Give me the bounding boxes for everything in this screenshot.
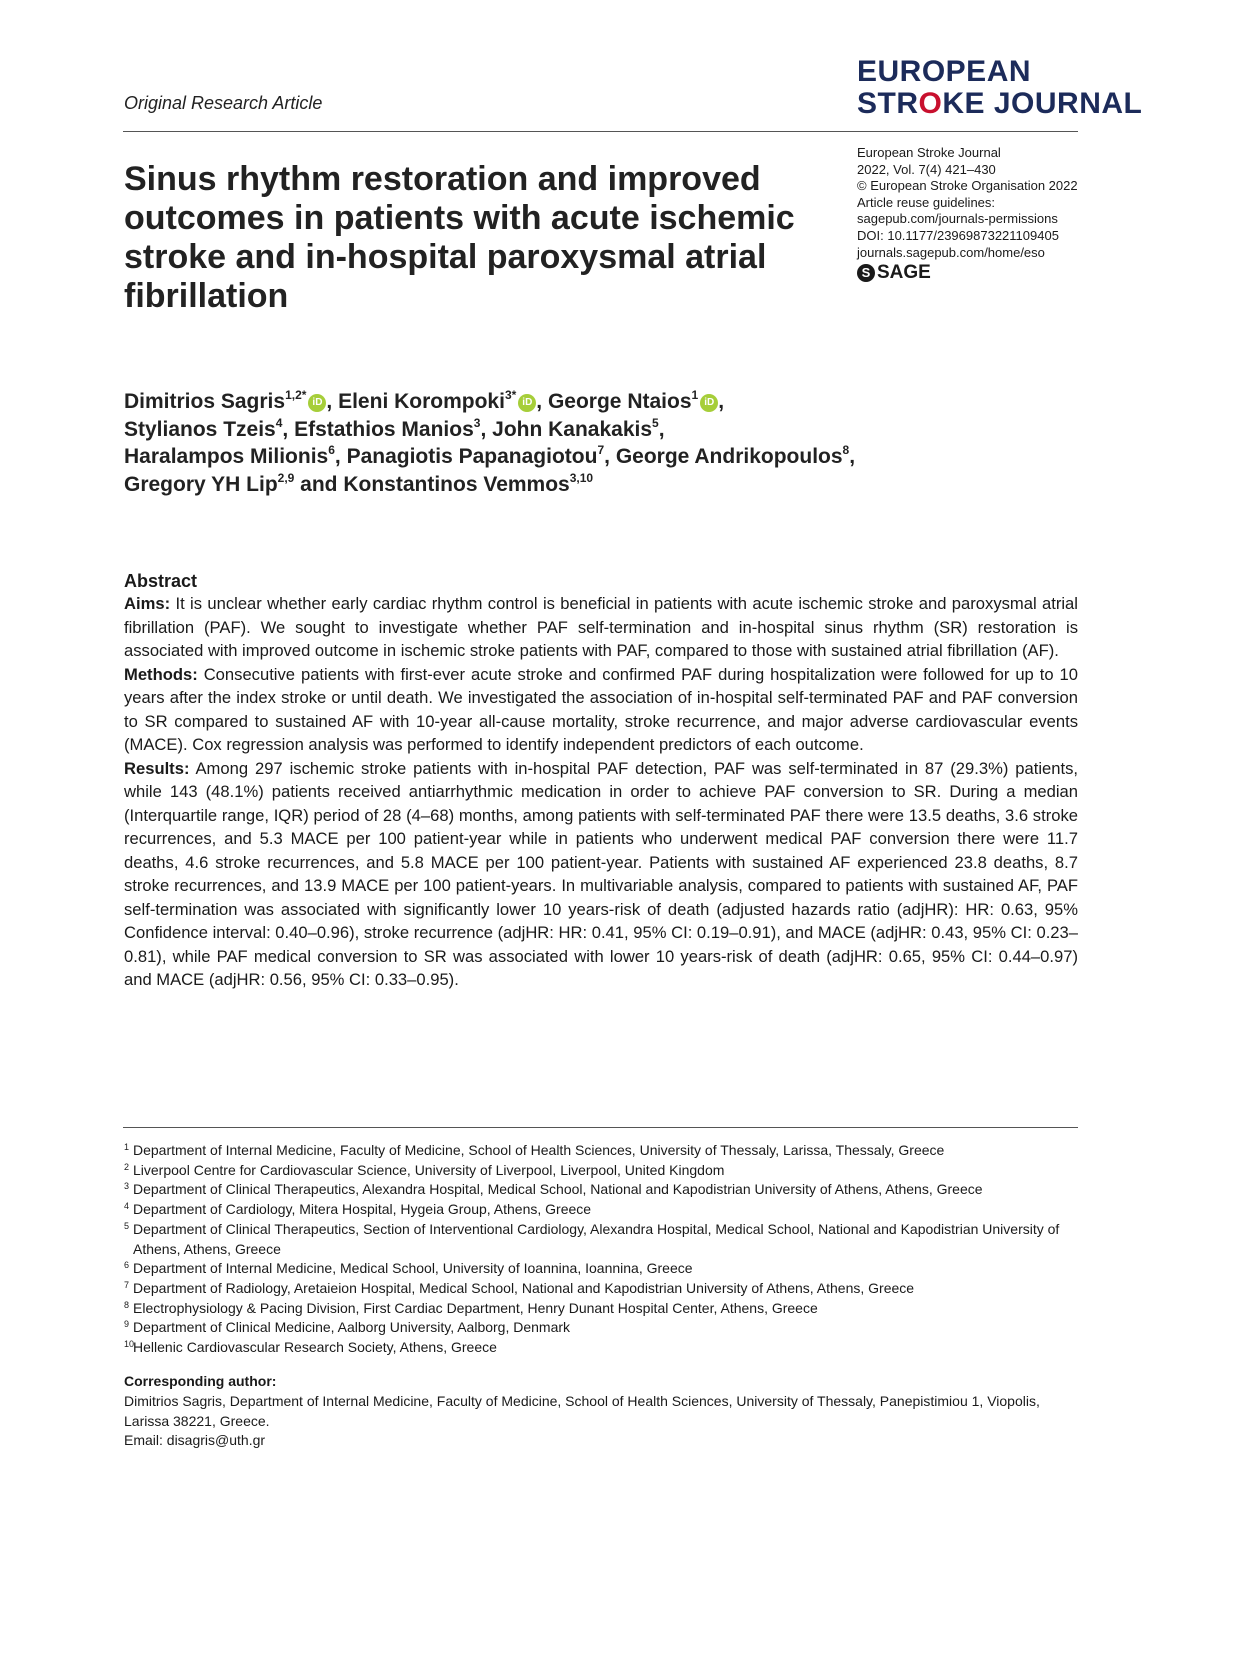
affiliation-text: Liverpool Centre for Cardiovascular Science, University of Liverpool, Liverpool, United Kingdom <box>133 1161 725 1178</box>
affiliation-item <box>124 1200 1084 1220</box>
affiliation-number: 4 <box>124 1201 130 1212</box>
author-name: Gregory YH Lip <box>124 472 278 496</box>
author-separator: , <box>536 390 548 413</box>
affiliation-item <box>124 1259 1084 1279</box>
affiliation-item <box>124 1299 1084 1319</box>
affiliation-number: 8 <box>124 1299 130 1310</box>
affiliation-text: Department of Internal Medicine, Medical School, University of Ioannina, Ioannina, Greece <box>133 1260 693 1277</box>
affiliation-item <box>124 1141 1084 1161</box>
sage-logo <box>857 261 1078 283</box>
author-affiliation-ref: 3* <box>504 388 517 402</box>
affiliation-item <box>124 1161 1084 1181</box>
abstract-heading: Abstract <box>124 571 198 591</box>
orcid-icon[interactable]: iD <box>308 394 326 412</box>
affiliations-list <box>124 1141 1084 1358</box>
reuse-guidelines: Article reuse guidelines: <box>857 194 996 210</box>
affiliation-text: Department of Cardiology, Mitera Hospital, Hygeia Group, Athens, Greece <box>133 1201 592 1218</box>
doi[interactable]: DOI: 10.1177/23969873221109405 <box>857 227 1059 243</box>
affiliation-text: Hellenic Cardiovascular Research Society, Athens, Greece <box>133 1339 497 1356</box>
orcid-icon[interactable]: iD <box>700 394 718 412</box>
journal-name: European Stroke Journal <box>857 145 1001 160</box>
author-name: Panagiotis Papanagiotou <box>346 445 598 468</box>
journal-volume: 2022, Vol. 7(4) 421–430 <box>857 161 996 177</box>
abstract <box>124 570 1078 992</box>
abstract-methods: Methods: Consecutive patients with first-ever acute stroke and confirmed PAF during hospitalization were followed for up to 10 years after the index stroke or until death. We investigated the association of in-hospital self-terminated PAF and PAF conversion to SR compared to sustained AF with 10-year all-cause mortality, stroke recurrence, and major adverse cardiovascular events (MACE). Cox regression analysis was performed to identify independent predictors of each outcome. <box>124 664 1078 754</box>
affiliation-number: 2 <box>124 1161 130 1172</box>
corresponding-email[interactable]: Email: disagris@uth.gr <box>124 1432 266 1449</box>
author-affiliation-ref: 3 <box>473 415 481 430</box>
author-name: John Kanakakis <box>492 417 653 441</box>
affiliation-number: 10 <box>124 1339 135 1350</box>
reuse-link[interactable]: sagepub.com/journals-permissions <box>857 211 1058 227</box>
author-affiliation-ref: 1 <box>691 388 699 402</box>
author-separator: and <box>294 472 344 496</box>
author-affiliation-ref: 6 <box>328 443 335 457</box>
affiliation-text: Department of Clinical Medicine, Aalborg University, Aalborg, Denmark <box>133 1319 571 1336</box>
author-name: Konstantinos Vemmos <box>343 472 570 496</box>
affiliation-number: 7 <box>124 1279 130 1290</box>
affiliation-item <box>124 1279 1084 1299</box>
affiliation-number: 9 <box>124 1319 130 1330</box>
orcid-icon[interactable]: iD <box>518 394 536 412</box>
abstract-aims: Aims: It is unclear whether early cardiac rhythm control is beneficial in patients with acute ischemic stroke and paroxysmal atrial fibrillation (PAF). We sought to investigate whether PAF self-termination and in-hospital sinus rhythm (SR) restoration is associated with improved outcome in ischemic stroke patients with PAF, compared to those with sustained atrial fibrillation (AF). <box>124 594 1078 660</box>
affiliation-text: Department of Clinical Therapeutics, Alexandra Hospital, Medical School, National and Kapodistrian University of Athens, Athens, Greece <box>133 1181 983 1198</box>
article-title: Sinus rhythm restoration and improved outcomes in patients with acute ischemic stroke and in-hospital paroxysmal atrial fibrillation <box>124 160 795 315</box>
journal-info <box>857 145 1078 282</box>
affiliation-text: Department of Radiology, Aretaieion Hospital, Medical School, National and Kapodistrian University of Athens, Athens, Greece <box>133 1279 915 1296</box>
corresponding-heading: Corresponding author: <box>124 1373 277 1389</box>
author-affiliation-ref: 8 <box>842 443 850 457</box>
affiliation-item <box>124 1220 1084 1259</box>
author-name: Efstathios Manios <box>294 417 474 441</box>
affiliation-item <box>124 1338 1084 1358</box>
author-affiliation-ref: 4 <box>275 415 283 430</box>
corresponding-author <box>124 1372 1084 1451</box>
affiliation-text: Electrophysiology & Pacing Division, First Cardiac Department, Henry Dunant Hospital Center, Athens, Greece <box>133 1299 818 1316</box>
author-name: George Andrikopoulos <box>615 445 843 468</box>
author-separator: , <box>334 445 347 468</box>
affiliation-number: 1 <box>124 1142 130 1152</box>
journal-logo <box>857 56 1142 120</box>
article-type: Original Research Article <box>124 93 323 113</box>
author-affiliation-ref: 3,10 <box>569 470 594 485</box>
affiliation-number: 3 <box>124 1181 130 1192</box>
author-affiliation-ref: 1,2* <box>285 388 307 402</box>
author-name: Haralampos Milionis <box>124 445 329 468</box>
journal-home-link[interactable]: journals.sagepub.com/home/eso <box>857 244 1045 260</box>
header-divider <box>123 131 1078 132</box>
author-separator: , <box>282 417 295 441</box>
author-name: Eleni Korompoki <box>338 390 505 413</box>
corresponding-address: Dimitrios Sagris, Department of Internal Medicine, Faculty of Medicine, School of Health Sciences, University of Thessaly, Panepistimiou 1, Viopolis, Larissa 38221, Greece. <box>124 1392 1040 1429</box>
author-separator: , <box>849 445 856 468</box>
affiliation-text: Department of Clinical Therapeutics, Section of Interventional Cardiology, Alexandra Hospital, Medical School, National and Kapodistrian University of Athens, Athens, Greece <box>133 1220 1060 1257</box>
author-name: George Ntaios <box>547 390 692 413</box>
author-affiliation-ref: 5 <box>652 415 659 430</box>
author-affiliation-ref: 2,9 <box>277 470 295 485</box>
journal-logo-line1: EUROPEAN <box>857 55 1032 88</box>
sage-s-icon: S <box>857 264 875 282</box>
copyright: © European Stroke Organisation 2022 <box>857 178 1078 194</box>
stroke-o-mark: O <box>918 87 943 120</box>
abstract-results: Results: Among 297 ischemic stroke patients with in-hospital PAF detection, PAF was self-terminated in 87 (29.3%) patients, while 143 (48.1%) patients received antiarrhythmic medication in order to achieve PAF conversion to SR. During a median (Interquartile range, IQR) period of 28 (4–68) months, among patients with self-terminated PAF there were 13.5 deaths, 3.6 stroke recurrences, and 5.3 MACE per 100 patient-year while in patients who underwent medical PAF conversion there were 11.7 deaths, 4.6 stroke recurrences, and 5.8 MACE per 100 patient-year. Patients with sustained AF experienced 23.8 deaths, 8.7 stroke recurrences, and 13.9 MACE per 100 patient-years. In multivariable analysis, compared to patients with sustained AF, PAF self-termination was associated with significantly lower 10 years-risk of death (adjusted hazards ratio (adjHR): HR: 0.63, 95% Confidence interval: 0.40–0.96), stroke recurrence (adjHR: HR: 0.41, 95% CI: 0.19–0.91), and MACE (adjHR: 0.43, 95% CI: 0.23–0.81), while PAF medical conversion to SR was associated with lower 10 years-risk of death (adjHR: 0.65, 95% CI: 0.44–0.97) and MACE (adjHR: 0.56, 95% CI: 0.33–0.95). <box>124 758 1078 989</box>
sage-wordmark: SAGE <box>877 261 931 283</box>
affiliation-number: 5 <box>124 1220 130 1231</box>
author-name: Dimitrios Sagris <box>124 390 286 413</box>
author-separator: , <box>658 417 665 441</box>
author-separator: , <box>480 417 493 441</box>
author-separator: , <box>326 390 339 413</box>
author-list <box>124 388 1084 498</box>
journal-logo-line2: STROKE JOURNAL <box>857 87 1143 120</box>
affiliations-divider <box>123 1127 1078 1128</box>
affiliation-item <box>124 1318 1084 1338</box>
author-separator: , <box>604 445 616 468</box>
author-name: Stylianos Tzeis <box>124 417 276 441</box>
affiliation-item <box>124 1180 1084 1200</box>
affiliation-number: 6 <box>124 1260 130 1271</box>
author-affiliation-ref: 7 <box>597 443 605 457</box>
affiliation-text: Department of Internal Medicine, Faculty of Medicine, School of Health Sciences, University of Thessaly, Larissa, Thessaly, Greece <box>133 1142 945 1158</box>
author-separator: , <box>718 390 725 413</box>
